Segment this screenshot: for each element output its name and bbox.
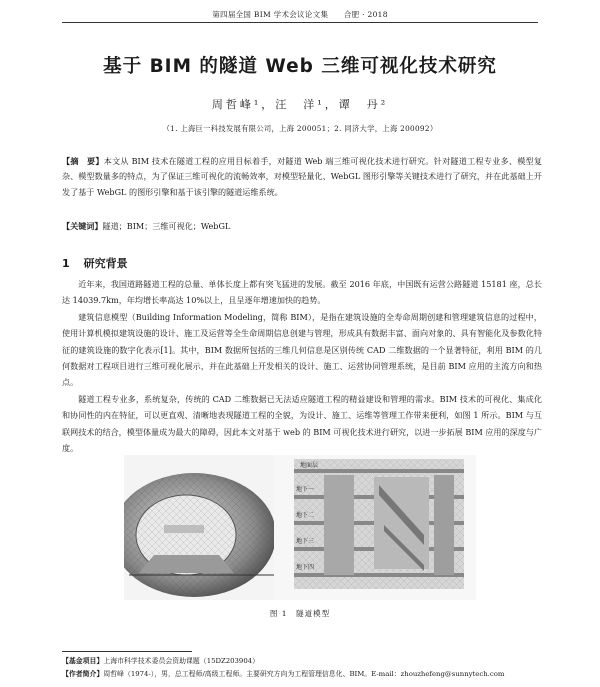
keywords [62, 219, 542, 234]
footnote-label: 【作者简介】 [62, 670, 104, 678]
section-heading [62, 255, 128, 271]
keywords-label: 【关键词】 [62, 221, 103, 231]
abstract [62, 154, 542, 200]
body-paragraph-3 [62, 391, 542, 456]
footnote-author [62, 669, 542, 679]
section-title: 研究背景 [83, 257, 128, 270]
paragraph-text: 建筑信息模型（Building Information Modeling，简称 BIM），是指在建筑设施的全寿命周期创建和管理建筑信息的过程中，使用计算机模拟建筑设施的设计、施工及运营等全生命周期信息创建与管理，形成具有数据丰富、面向对象的、具有智能化及参数化特征的建筑设施的数字化表示[1]。其中，BIM 数据所包括的三维几何信息是区别传统 CAD 二维数据的一个显著特征，利用 BIM 的几何数据对工程项目进行三维可视化展示，并在此基础上开发相关的设计、施工、运营协同管理系统，是目前 BIM 应用的主流方向和热点。 [62, 312, 542, 388]
floor-label: 地下四 [296, 564, 315, 571]
station-floors-image [274, 455, 476, 600]
floor-label: 地下三 [296, 538, 315, 545]
footnote-text: 周哲峰（1974-），男，总工程师/高级工程师。主要研究方向为工程管理信息化、BIM。E-mail：zhouzhefeng@sunnytech.com [103, 670, 505, 678]
header-rule [62, 22, 538, 23]
footnote-rule [62, 651, 192, 652]
keywords-text: 隧道；BIM；三维可视化；WebGL [102, 221, 231, 231]
floor-label: 地下一 [296, 486, 315, 493]
footnote-text: 上海市科学技术委员会资助课题（15DZ203904） [103, 657, 259, 665]
figure-caption: 图 1 隧道模型 [269, 609, 331, 618]
section-number: 1 [62, 257, 70, 270]
footnote-funding [62, 656, 542, 666]
running-header: 第四届全国 BIM 学术会议论文集 合肥 · 2018 [212, 10, 388, 19]
paper-title: 基于 BIM 的隧道 Web 三维可视化技术研究 [103, 56, 497, 77]
floor-label: 地面层 [300, 462, 319, 469]
body-paragraph-2 [62, 309, 542, 390]
abstract-label: 【摘 要】 [62, 156, 104, 166]
tunnel-model-figure [124, 455, 476, 600]
abstract-text: 本文从 BIM 技术在隧道工程的应用目标着手，对隧道 Web 端三维可视化技术进行研究。针对隧道工程专业多、模型复杂、模型数量多的特点，为了保证三维可视化的流畅效率，对模型轻量化、WebGL 图形引擎等关键技术进行了研究，并在此基础上开发了基于 WebGL 的图形引擎和基于该引擎的隧道运维系统。 [62, 156, 542, 197]
footnote-label: 【基金项目】 [62, 657, 104, 665]
floor-label: 地下二 [296, 512, 315, 519]
paragraph-text: 近年来，我国道路隧道工程的总量、单体长度上都有突飞猛进的发展。截至 2016 年底，中国既有运营公路隧道 15181 座，总长达 14039.7km，年均增长率高达 10%以上，且呈逐年增速加快的趋势。 [62, 279, 542, 306]
affiliations: （1. 上海巨一科技发展有限公司，上海 200051；2. 同济大学，上海 200092） [162, 124, 438, 133]
body-paragraph-1 [62, 276, 542, 309]
author-list: 周哲峰¹，汪 洋¹，谭 丹² [211, 98, 389, 111]
tunnel-ring-image [124, 455, 276, 600]
paragraph-text: 隧道工程专业多，系统复杂，传统的 CAD 二维数据已无法适应隧道工程的精益建设和管理的需求。BIM 技术的可视化、集成化和协同性的内在特征，可以更直观、清晰地表现隧道工程的全貌，为设计、施工、运维等管理工作带来便利，如图 1 所示。BIM 与互联网技术的结合，模型体量成为最大的障碍，因此本文对基于 web 的 BIM 可视化技术进行研究，以进一步拓展 BIM 应用的深度与广度。 [62, 394, 542, 453]
